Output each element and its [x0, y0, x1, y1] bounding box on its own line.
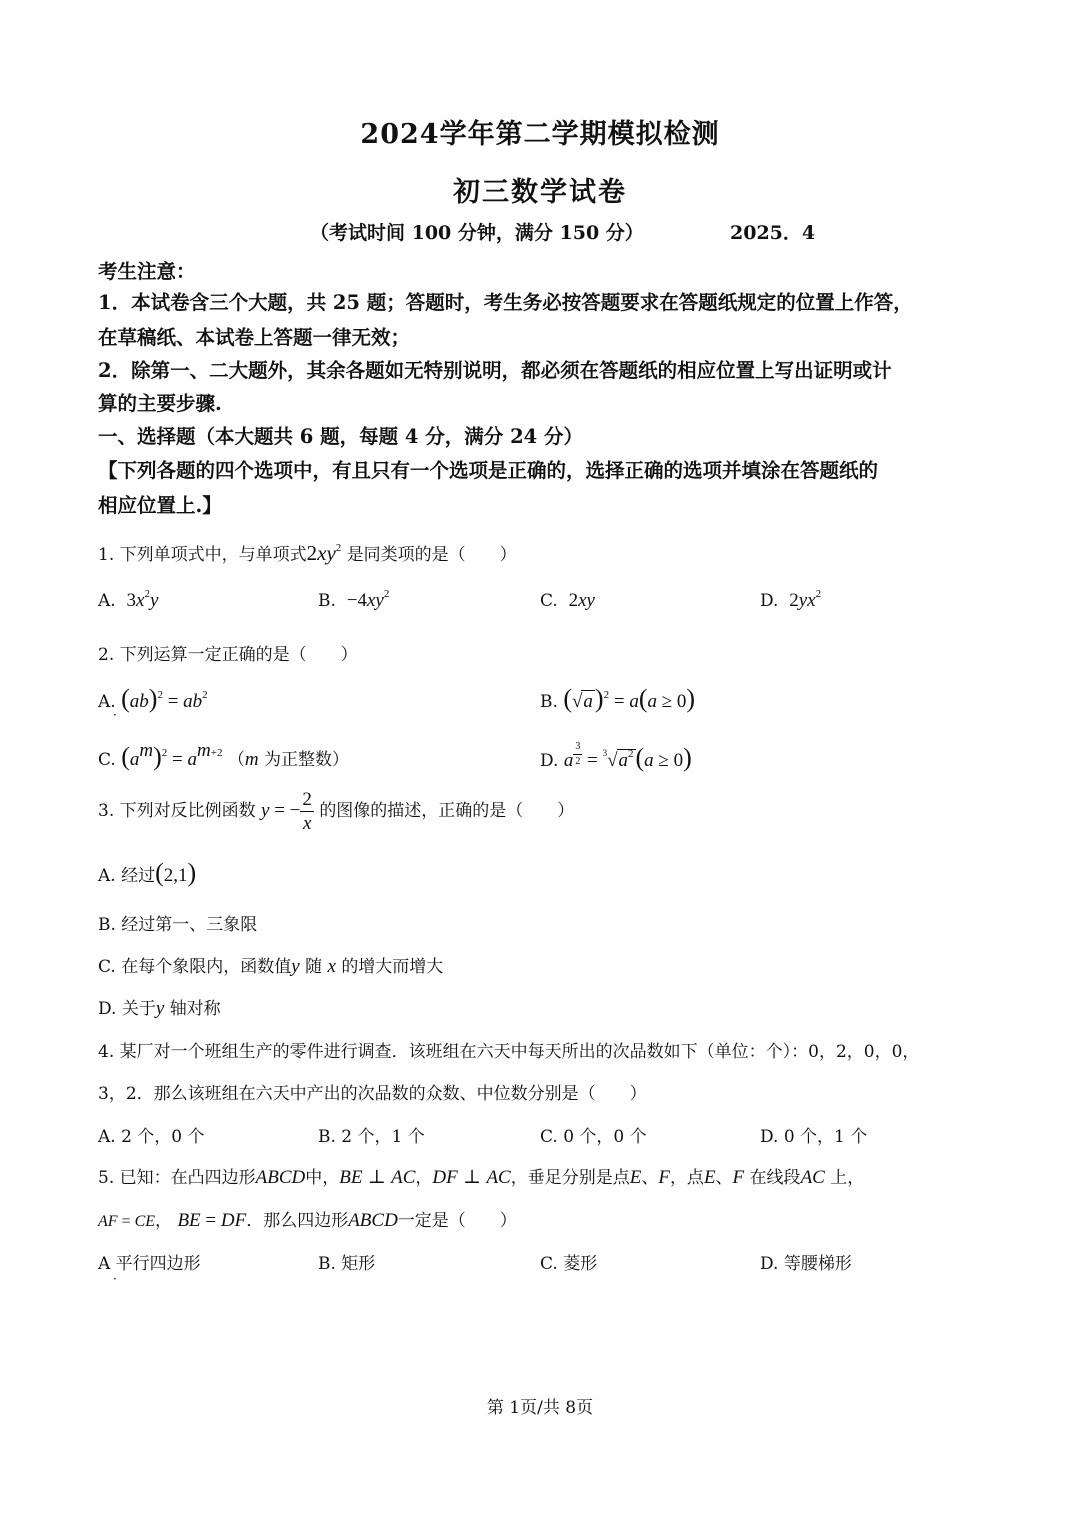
note-item-1-line-1: 1．本试卷含三个大题，共 25 题；答题时，考生务必按答题要求在答题纸规定的位置上作答， — [98, 291, 913, 314]
page-number: 第 1页/共 8页 — [486, 1398, 594, 1418]
question-5-option-c: C. 菱形 — [540, 1254, 598, 1274]
question-4-line-1: 4. 某厂对一个班组生产的零件进行调查．该班组在六天中每天所出的次品数如下（单位：个）：0，2，0，0， — [98, 1042, 920, 1062]
question-2-option-d: D. a $^{\frac{3}{2}}$ = $^3√a^2(a \ge 0)$ — [540, 741, 692, 773]
question-5-option-a: A 平行四边形 — [98, 1254, 201, 1274]
question-1-option-b: B. $-4xy^2$ — [318, 588, 390, 611]
question-3-option-d: D. 关于y 轴对称 — [98, 998, 221, 1019]
question-1-option-d: D. $2yx^2$ — [760, 588, 822, 611]
stray-dot: · — [113, 1272, 117, 1286]
question-1-stem: 1. 下列单项式中，与单项式$2xy^2$ 是同类项的是（ ） — [98, 541, 517, 565]
section-1-heading: 一、选择题（本大题共 6 题，每题 4 分，满分 24 分） — [98, 425, 584, 448]
question-3-option-b: B. 经过第一、三象限 — [98, 915, 258, 935]
note-item-2-line-1: 2．除第一、二大题外，其余各题如无特别说明，都必须在答题纸的相应位置上写出证明或计 — [98, 359, 892, 382]
stray-dot: · — [113, 708, 117, 722]
question-2-option-b: B. $(√a)^2 = a(a \ge 0)$ — [540, 684, 696, 713]
question-4-line-2: 3，2．那么该班组在六天中产出的次品数的众数、中位数分别是（ ） — [98, 1084, 647, 1104]
section-1-instruction-line-2: 相应位置上.】 — [98, 494, 222, 517]
question-1-option-c: C. 2xy — [540, 590, 595, 611]
question-4-option-d: D. 0 个，1 个 — [760, 1127, 868, 1147]
question-5-line-1: 5. 已知：在凸四边形ABCD中，BE ⊥ AC，DF ⊥ AC，垂足分别是点E、F，点E、F 在线段AC 上， — [98, 1167, 865, 1188]
question-4-option-a: A. 2 个，0 个 — [98, 1127, 205, 1147]
question-5-option-d: D. 等腰梯形 — [760, 1254, 852, 1274]
question-5-option-b: B. 矩形 — [318, 1254, 376, 1274]
question-2-option-a: A. $(ab)^2 = ab^2$ — [98, 684, 208, 713]
section-1-instruction-line-1: 【下列各题的四个选项中，有且只有一个选项是正确的，选择正确的选项并填涂在答题纸的 — [98, 459, 879, 482]
note-item-1-line-2: 在草稿纸、本试卷上答题一律无效； — [98, 326, 411, 349]
question-3-option-c: C. 在每个象限内，函数值y 随 x 的增大而增大 — [98, 956, 444, 977]
question-1-option-a: A. $3x^2y$ — [98, 588, 159, 611]
exam-info: （考试时间 100 分钟，满分 150 分） — [310, 222, 644, 244]
notes-heading: 考生注意： — [98, 260, 196, 283]
question-3-stem: 3. 下列对反比例函数 y = − $\frac{2}{x}$ 的图像的描述，正确的是（ ） — [98, 789, 575, 834]
exam-subtitle: 初三数学试卷 — [453, 177, 627, 208]
question-5-line-2: AF = CE， BE = DF．那么四边形ABCD一定是（ ） — [98, 1210, 517, 1231]
question-4-option-c: C. 0 个，0 个 — [540, 1127, 647, 1147]
note-item-2-line-2: 算的主要步骤. — [98, 392, 222, 415]
question-3-option-a: A. 经过(2,1) — [98, 858, 197, 887]
exam-title: 2024学年第二学期模拟检测 — [360, 119, 720, 150]
question-2-option-c: C. $(a^m)^2 = a^{m+2}$ （m 为正整数） — [98, 740, 350, 771]
exam-date: 2025．4 — [730, 222, 816, 244]
question-2-stem: 2. 下列运算一定正确的是（ ） — [98, 645, 358, 665]
question-4-option-b: B. 2 个，1 个 — [318, 1127, 425, 1147]
